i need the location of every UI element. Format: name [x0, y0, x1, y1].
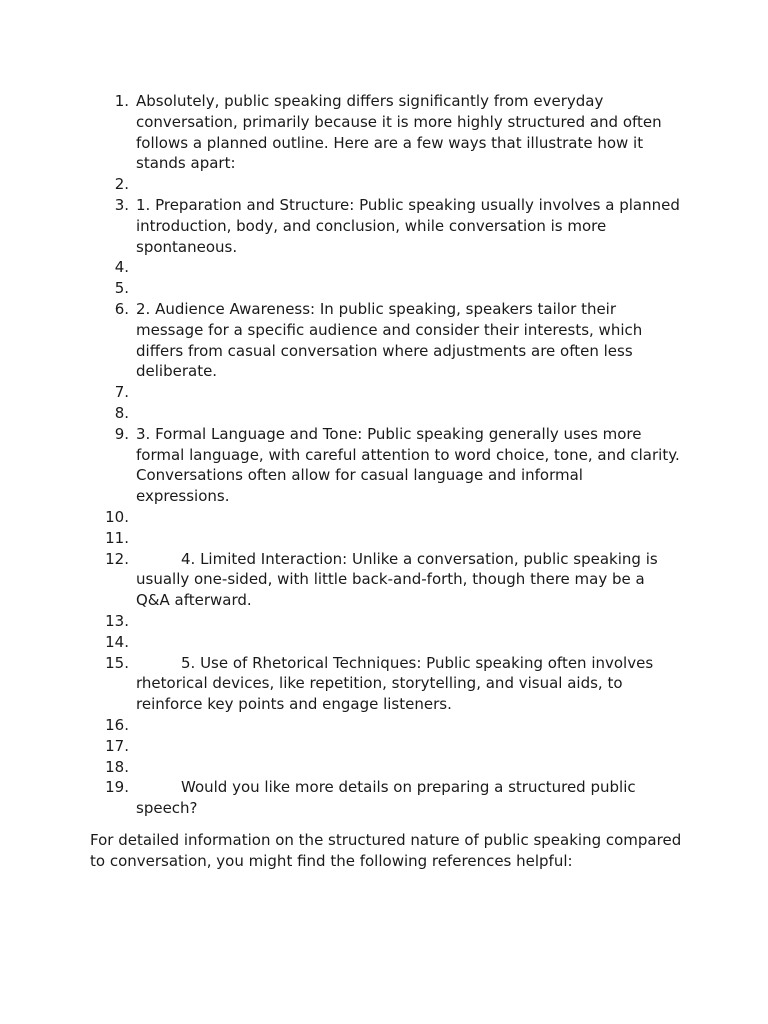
- list-item-number: 11.: [105, 528, 129, 547]
- list-item-text: [136, 777, 680, 819]
- list-item-body: 1. Preparation and Structure: Public speaking usually involves a planned introduction, body, and conclusion, while conversation is more spontaneous.: [136, 195, 680, 256]
- list-item-text: [136, 424, 680, 507]
- list-item-number: 3.: [114, 195, 129, 214]
- list-item-number: 13.: [105, 611, 129, 630]
- list-item-text: [136, 653, 680, 715]
- list-item-text: [136, 195, 680, 257]
- list-item: [90, 278, 680, 299]
- list-item-number: 1.: [114, 92, 129, 110]
- list-item-text: [136, 549, 680, 611]
- list-item-body: 3. Formal Language and Tone: Public speaking generally uses more formal language, with careful attention to word choice, tone, and clarity. Conversations often allow for casual language and informal expressions.: [136, 424, 680, 506]
- list-item: [90, 195, 680, 257]
- list-item-number: 16.: [105, 715, 129, 734]
- closing-paragraph: For detailed information on the structured nature of public speaking compared to conversation, you might find the following references helpful:: [90, 831, 682, 870]
- list-item: [90, 382, 680, 403]
- list-item-number: 19.: [105, 778, 129, 797]
- list-item-number: 14.: [105, 632, 129, 651]
- list-item: [90, 257, 680, 278]
- list-item-body: Would you like more details on preparing a structured public speech?: [136, 778, 636, 818]
- list-item: [90, 777, 680, 819]
- list-item: [90, 528, 680, 549]
- list-item-number: 17.: [105, 736, 129, 755]
- list-item: [90, 715, 680, 736]
- list-item: [90, 403, 680, 424]
- list-item: [90, 632, 680, 653]
- list-item-number: 18.: [105, 757, 129, 776]
- list-item: [90, 653, 680, 715]
- list-item-body: 5. Use of Rhetorical Techniques: Public speaking often involves rhetorical devices, like repetition, storytelling, and visual aids, to reinforce key points and engage listeners.: [136, 653, 654, 714]
- list-item-number: 5.: [114, 279, 129, 298]
- list-item-body: 4. Limited Interaction: Unlike a conversation, public speaking is usually one-sided, with little back-and-forth, though there may be a Q&A afterward.: [136, 549, 658, 610]
- numbered-list: [90, 91, 680, 819]
- list-item-number: 15.: [105, 653, 129, 672]
- list-item-number: 2.: [114, 175, 129, 194]
- list-item-number: 9.: [114, 424, 129, 443]
- list-item: [90, 611, 680, 632]
- list-item: [90, 174, 680, 195]
- list-item: [90, 549, 680, 611]
- list-item: [90, 736, 680, 757]
- list-item-number: 6.: [114, 299, 129, 318]
- list-item: [90, 757, 680, 778]
- list-item-number: 7.: [114, 383, 129, 402]
- list-item-number: 12.: [105, 549, 129, 568]
- list-item: [90, 91, 680, 174]
- list-item-body: Absolutely, public speaking differs significantly from everyday conversation, primarily because it is more highly structured and often follows a planned outline. Here are a few ways that illustrate how it stands apart:: [136, 92, 662, 173]
- list-item-text: [136, 91, 680, 174]
- list-item-number: 10.: [105, 507, 129, 526]
- list-item-body: 2. Audience Awareness: In public speaking, speakers tailor their message for a specific audience and consider their interests, which differs from casual conversation where adjustments are often less deliberate.: [136, 299, 643, 381]
- list-item: [90, 299, 680, 382]
- list-item-text: [136, 299, 680, 382]
- list-item-number: 4.: [114, 258, 129, 277]
- list-item-number: 8.: [114, 403, 129, 422]
- list-item: [90, 424, 680, 507]
- list-item: [90, 507, 680, 528]
